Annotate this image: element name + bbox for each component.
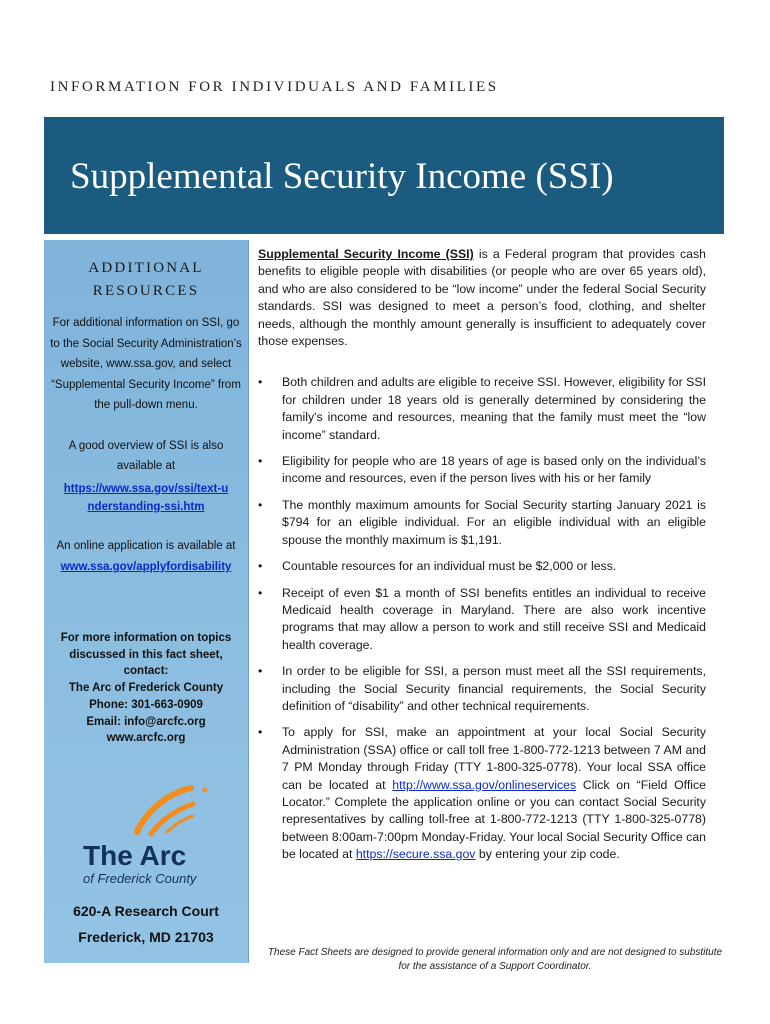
bullet-icon: • xyxy=(258,725,263,740)
online-services-link[interactable]: http://www.ssa.gov/onlineservices xyxy=(392,777,577,792)
intro-text: is a Federal program that provides cash benefits to eligible people with disabilities (or people who are over 65 years old), and who are also considered to be “low income” under the federal Social Security standards. SSI was designed to meet a person’s food, clothing, and shelter needs, although the monthly amount generally is insufficient to adequately cover those expenses. xyxy=(258,247,706,349)
bullet-icon: • xyxy=(258,585,263,600)
org-website: www.arcfc.org xyxy=(106,732,186,745)
sidebar-heading xyxy=(44,257,248,303)
sidebar-online-text: An online application is available at xyxy=(56,539,236,552)
document-header: INFORMATION FOR INDIVIDUALS AND FAMILIES xyxy=(50,79,499,95)
list-item-text: Countable resources for an individual must be $2,000 or less. xyxy=(282,559,617,574)
list-item xyxy=(258,724,706,863)
contact-intro: For more information on topics discussed in this fact sheet, contact: xyxy=(60,632,232,678)
apply-online-link[interactable]: www.ssa.gov/applyfordisability xyxy=(60,561,232,573)
bullet-icon: • xyxy=(258,559,263,574)
bullet-icon: • xyxy=(258,375,263,390)
address-block xyxy=(44,898,248,950)
org-name: The Arc of Frederick County xyxy=(68,682,224,695)
address-line2: Frederick, MD 21703 xyxy=(78,929,214,945)
sidebar-additional-resources xyxy=(44,240,249,963)
main-content xyxy=(258,246,706,873)
logo-main-text: The Arc xyxy=(83,840,187,871)
title-banner xyxy=(44,117,724,234)
sidebar-heading-line1: ADDITIONAL xyxy=(88,260,204,276)
sidebar-overview-text: A good overview of SSI is also available at xyxy=(68,439,224,472)
list-item-text: Both children and adults are eligible to receive SSI. However, eligibility for SSI for children under 18 years old is generally determined by considering the family's income and resources, meaning that the family must meet the “low income” standard. xyxy=(282,375,706,442)
list-item-text: Receipt of even $1 a month of SSI benefits entitles an individual to receive Medicaid health coverage in Maryland. There are also work incentive programs that may allow a person to work and still receive SSI and Medicaid health coverage. xyxy=(282,585,706,652)
list-item xyxy=(258,374,706,444)
intro-paragraph xyxy=(258,246,706,350)
list-item-text: In order to be eligible for SSI, a person must meet all the SSI requirements, including the Social Security financial requirements, the Social Security definition of “disability” and other technical requirements. xyxy=(282,664,706,713)
list-item xyxy=(258,497,706,549)
list-item xyxy=(258,558,706,575)
apply-text-2: Click on “Field Office Locator.” Complete the application online or you can contact Social Security representatives by calling toll-free at 1-800-772-1213 (TTY 1-800-325-0778) between 8:00am-7:00pm Monday-Friday. Your local Social Security Office can be located at xyxy=(282,777,707,862)
org-email: Email: info@arcfc.org xyxy=(86,715,206,728)
secure-ssa-link[interactable]: https://secure.ssa.gov xyxy=(355,847,476,862)
logo-sub-text: of Frederick County xyxy=(83,871,197,886)
list-item-text: Eligibility for people who are 18 years of age is based only on the individual’s income and resources, even if the person lives with his or her family xyxy=(282,454,706,486)
ssi-overview-link[interactable]: https://www.ssa.gov/ssi/text-understanding-ssi.htm xyxy=(63,482,229,513)
sidebar-info-text: For additional information on SSI, go to the Social Security Administration’s website, www.ssa.gov, and select “Supplemental Security Income” from the pull-down menu. xyxy=(50,317,242,411)
sidebar-heading-line2: RESOURCES xyxy=(92,283,200,299)
arc-swoosh-icon xyxy=(79,780,229,890)
page-title: Supplemental Security Income (SSI) xyxy=(70,156,614,197)
org-phone: Phone: 301-663-0909 xyxy=(89,698,203,711)
intro-term: Supplemental Security Income (SSI) xyxy=(258,247,474,261)
list-item xyxy=(258,453,706,488)
bullet-icon: • xyxy=(258,454,263,469)
eligibility-list xyxy=(258,374,706,863)
apply-text-1: To apply for SSI, make an appointment at your local Social Security Administration (SSA) office or call toll free 1-800-772-1213 between 7 AM and 7 PM Monday through Friday (TTY 1-800-325-0778). Your local SSA office can be located at xyxy=(282,725,706,792)
list-item xyxy=(258,663,706,715)
list-item xyxy=(258,585,706,655)
list-item-text: The monthly maximum amounts for Social Security starting January 2021 is $794 for an eligible individual. For an eligible individual with an eligible spouse the monthly maximum is $1,191. xyxy=(282,497,706,547)
address-line1: 620-A Research Court xyxy=(73,903,219,919)
bullet-icon: • xyxy=(258,497,263,512)
bullet-icon: • xyxy=(258,664,263,679)
apply-text-3: by entering your zip code. xyxy=(475,847,620,862)
footnote: These Fact Sheets are designed to provide general information only and are not designed to substitute for the assistance of a Support Coordinator. xyxy=(267,947,723,972)
arc-logo xyxy=(79,780,229,890)
